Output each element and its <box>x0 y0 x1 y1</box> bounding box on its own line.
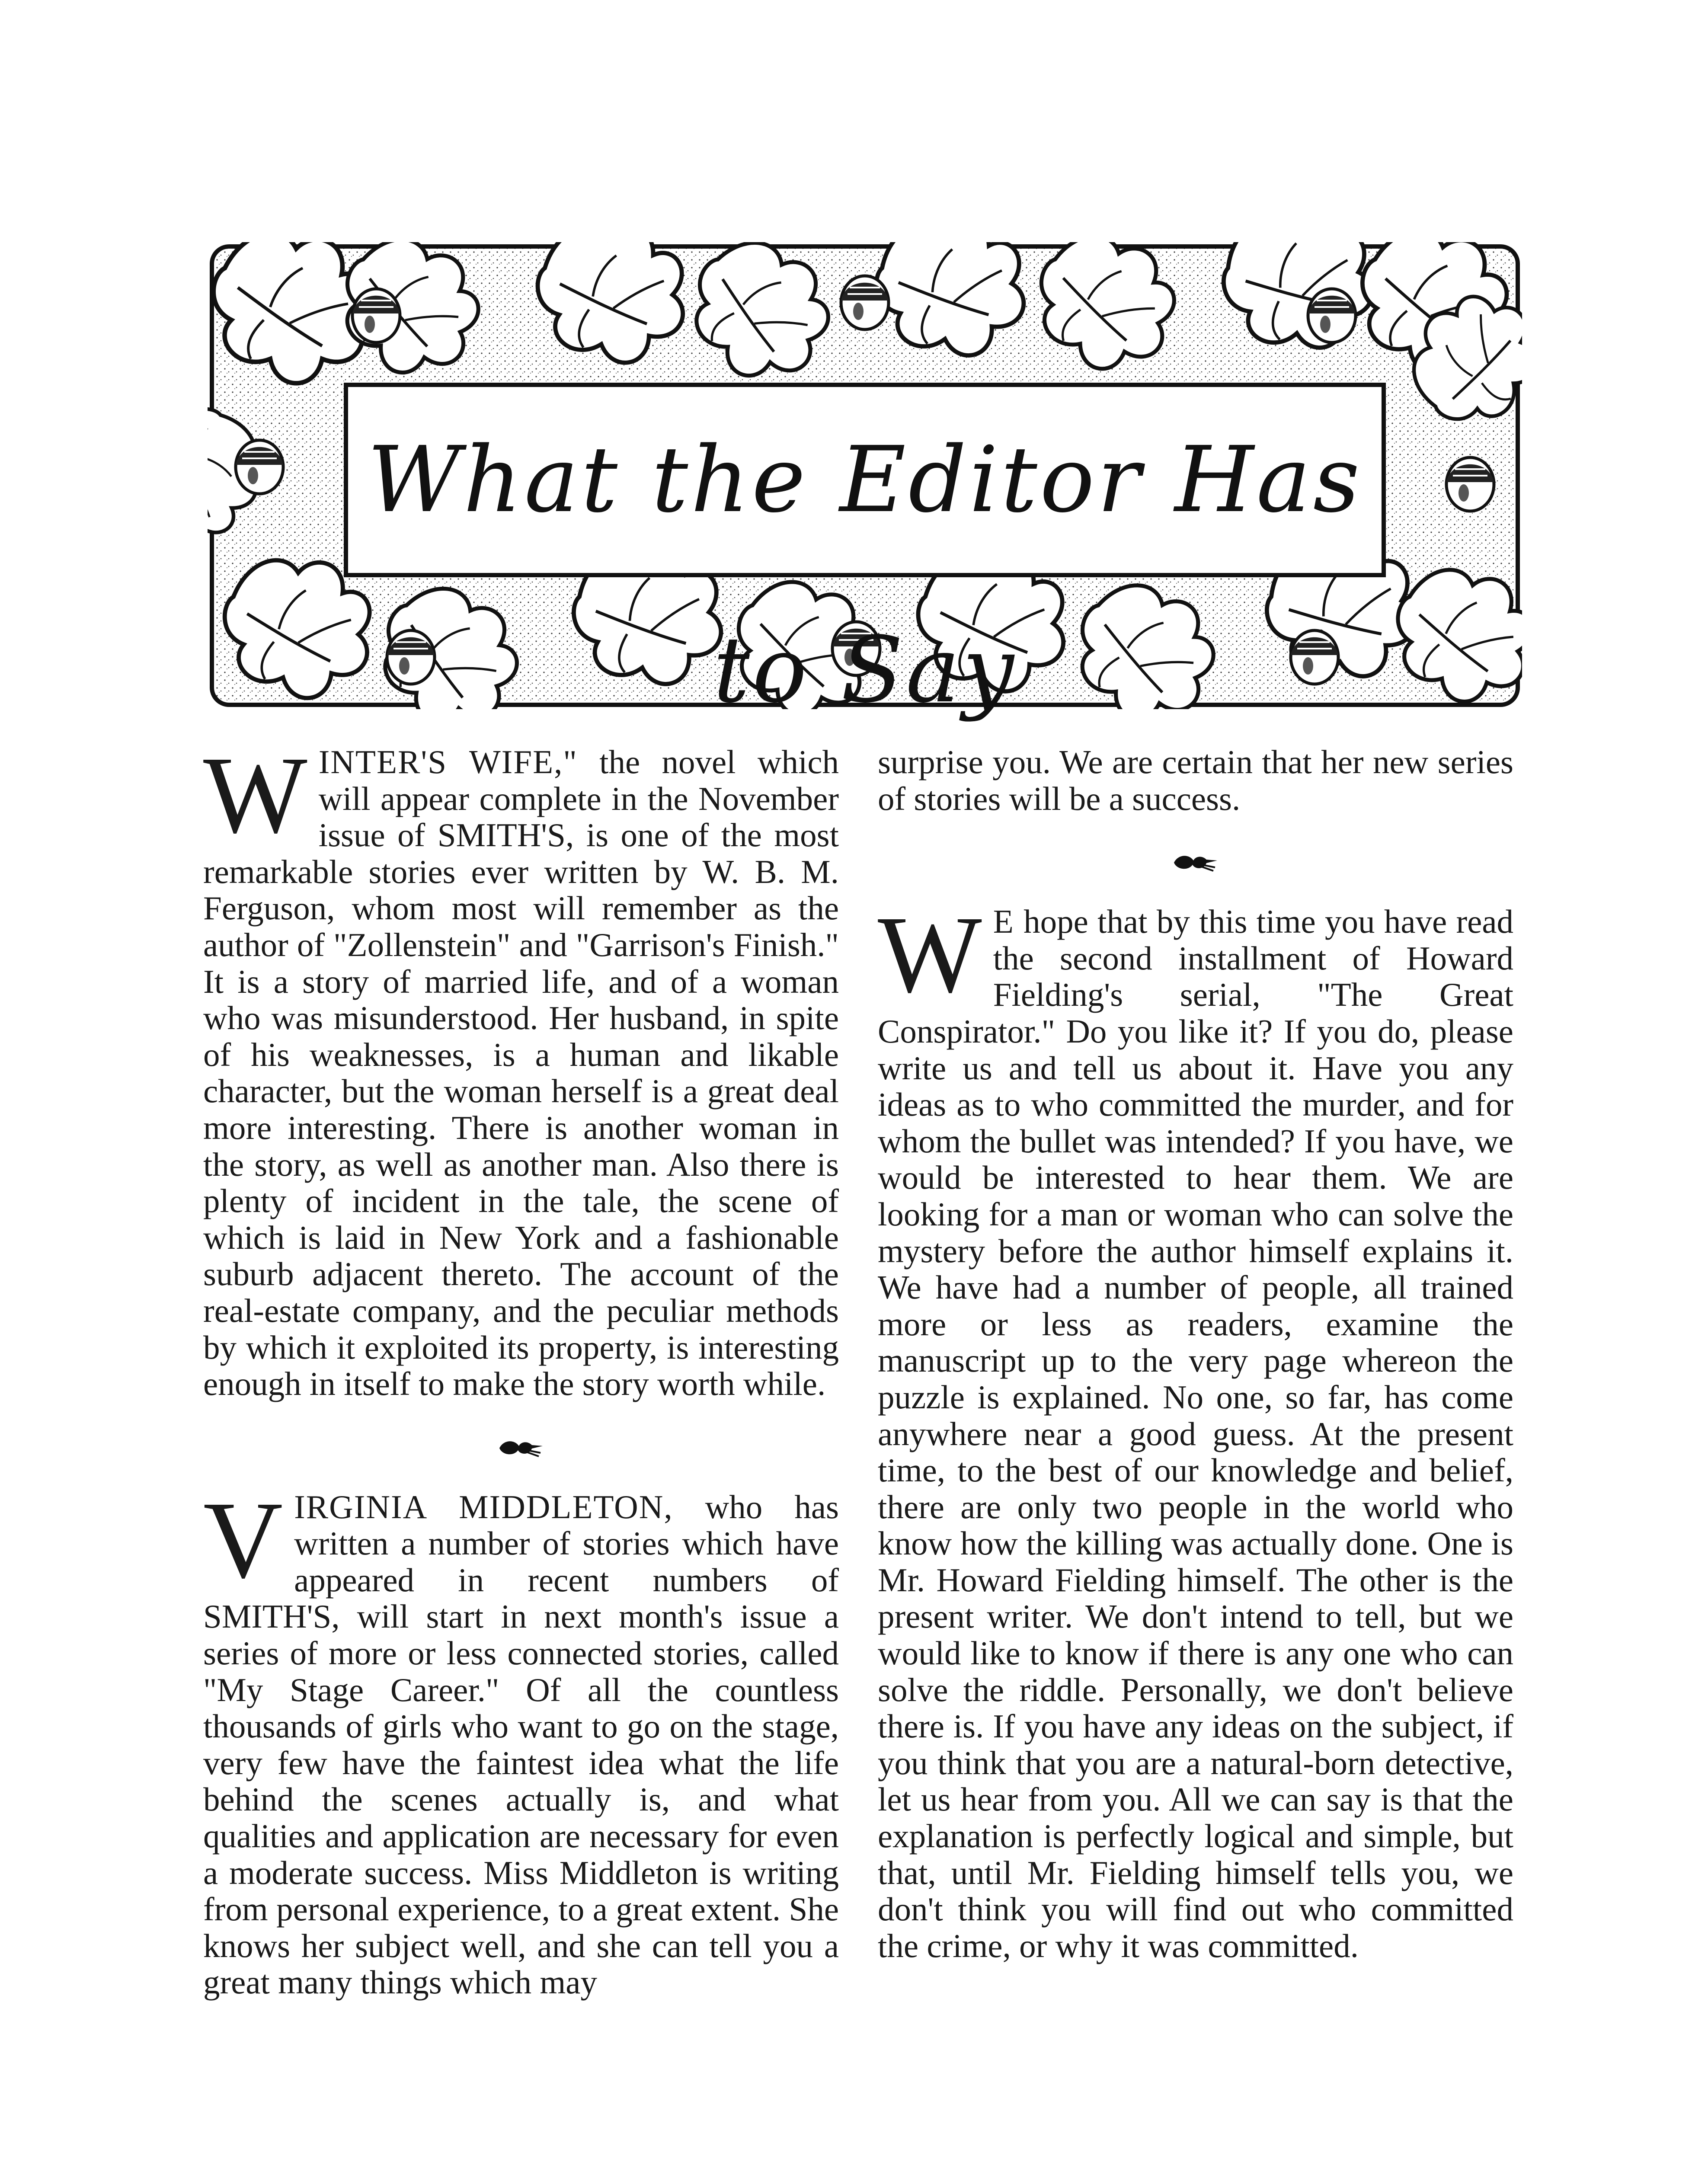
article-paragraph-virginia-middleton <box>203 1479 839 2001</box>
drop-cap: W <box>878 894 982 1016</box>
left-column <box>203 734 839 2001</box>
section-separator <box>878 817 1513 903</box>
lead-caps: E <box>993 903 1014 940</box>
paragraph-text: hope that by this time you have read the second installment of Howard Fielding's serial, "The Great Conspirator." Do you like it? If you do, please write us and tell us about it. Have you any ideas as to who committed the murder, and for whom the bullet was intended? If you have, we would be interested to hear them. We are looking for a man or woman who can solve the mystery before the author himself explains it. We have had a number of people, all trained more or less as readers, examine the manuscript up to the very page whereon the puzzle is explained. No one, so far, has come anywhere near a good guess. At the present time, to the best of our knowledge and belief, there are only two people in the world who know how the killing was actually done. One is Mr. Howard Fielding himself. The other is the present writer. We don't intend to tell, but we would like to know if there is any one who can solve the riddle. Personally, we don't believe there is. If you have any ideas on the subject, if you think that you are a natural-born detective, let us hear from you. All we can say is that the explanation is perfectly logical and simple, but that, until Mr. Fielding himself tells you, we don't think you will find out who committed the crime, or why it was committed. <box>878 903 1513 1964</box>
section-separator <box>203 1402 839 1489</box>
page-title: What the Editor Has to Say <box>367 427 1363 723</box>
lead-caps: INTER'S WIFE," <box>318 743 578 780</box>
hand-fleuron-icon <box>497 1437 545 1459</box>
article-paragraph-winters-wife <box>203 734 839 1403</box>
article-paragraph-continued: surprise you. We are certain that her new series of stories will be a success. <box>878 743 1513 817</box>
lead-caps: IRGINIA MIDDLETON, <box>294 1488 673 1526</box>
right-column <box>878 744 1513 1964</box>
drop-cap: V <box>203 1479 283 1601</box>
article-paragraph-great-conspirator <box>878 894 1513 1964</box>
hand-fleuron-icon <box>1172 852 1219 873</box>
drop-cap: W <box>203 734 307 856</box>
paragraph-text: the novel which will appear complete in the November issue of SMITH'S, is one of the most remarkable stories ever written by W. B. M. Ferguson, whom most will remember as the author of "Zollenstein" and "Garrison's Finish." It is a story of married life, and of a woman who was misunderstood. Her husband, in spite of his weaknesses, is a human and likable character, but the woman herself is a great deal more interesting. There is another woman in the story, as well as another man. Also there is plenty of incident in the tale, the scene of which is laid in New York and a fashionable suburb adjacent thereto. The account of the real-estate company, and the peculiar methods by which it exploited its property, is interesting enough in itself to make the story worth while. <box>203 743 839 1403</box>
paragraph-text: who has written a number of stories which have appeared in recent numbers of SMITH'S, will start in next month's issue a series of more or less connected stories, called "My Stage Career." Of all the countless thousands of girls who want to go on the stage, very few have the faintest idea what the life behind the scenes actually is, and what qualities and application are necessary for even a moderate success. Miss Middleton is writing from personal experience, to a great extent. She knows her subject well, and she can tell you a great many things which may <box>203 1488 839 2001</box>
